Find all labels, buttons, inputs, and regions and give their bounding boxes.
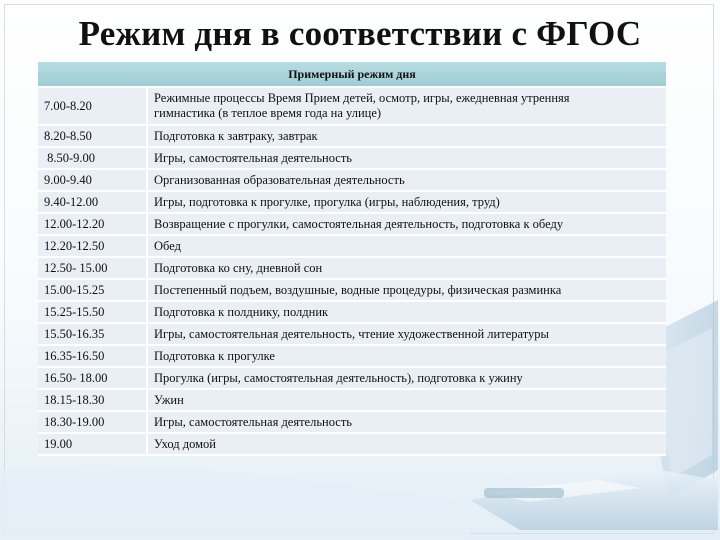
- table-row: [38, 280, 666, 302]
- schedule-table: [38, 62, 666, 456]
- activity-cell: Подготовка к завтраку, завтрак: [148, 126, 666, 148]
- table-row: [38, 346, 666, 368]
- schedule-table-container: [38, 62, 666, 456]
- table-header: Примерный режим дня: [38, 62, 666, 88]
- table-row: [38, 126, 666, 148]
- activity-cell: Постепенный подъем, воздушные, водные процедуры, физическая разминка: [148, 280, 666, 302]
- time-cell: 19.00: [38, 434, 148, 456]
- table-row: [38, 434, 666, 456]
- table-row: [38, 236, 666, 258]
- time-cell: 12.20-12.50: [38, 236, 148, 258]
- table-row: [38, 368, 666, 390]
- time-cell: 15.50-16.35: [38, 324, 148, 346]
- table-row: [38, 192, 666, 214]
- table-row: [38, 148, 666, 170]
- table-row: [38, 214, 666, 236]
- activity-cell: Режимные процессы Время Прием детей, осмотр, игры, ежедневная утренняя гимнастика (в теплое время года на улице): [148, 88, 666, 126]
- time-cell: 15.25-15.50: [38, 302, 148, 324]
- table-row: [38, 170, 666, 192]
- activity-cell: Организованная образовательная деятельность: [148, 170, 666, 192]
- table-row: [38, 302, 666, 324]
- time-cell: 18.30-19.00: [38, 412, 148, 434]
- time-cell: 12.00-12.20: [38, 214, 148, 236]
- time-cell: 18.15-18.30: [38, 390, 148, 412]
- activity-cell: Игры, самостоятельная деятельность: [148, 412, 666, 434]
- table-row: [38, 258, 666, 280]
- activity-cell: Уход домой: [148, 434, 666, 456]
- activity-cell: Подготовка ко сну, дневной сон: [148, 258, 666, 280]
- activity-cell: Подготовка к прогулке: [148, 346, 666, 368]
- time-cell: 16.50- 18.00: [38, 368, 148, 390]
- table-row: [38, 412, 666, 434]
- activity-cell: Прогулка (игры, самостоятельная деятельность), подготовка к ужину: [148, 368, 666, 390]
- activity-cell: Обед: [148, 236, 666, 258]
- activity-cell: Игры, самостоятельная деятельность, чтение художественной литературы: [148, 324, 666, 346]
- activity-cell: Подготовка к полднику, полдник: [148, 302, 666, 324]
- time-cell: 15.00-15.25: [38, 280, 148, 302]
- time-cell: 9.40-12.00: [38, 192, 148, 214]
- time-cell: 8.50-9.00: [38, 148, 148, 170]
- table-row: [38, 88, 666, 126]
- time-cell: 16.35-16.50: [38, 346, 148, 368]
- page-title: Режим дня в соответствии с ФГОС: [78, 14, 642, 53]
- activity-cell: Игры, подготовка к прогулке, прогулка (игры, наблюдения, труд): [148, 192, 666, 214]
- table-row: [38, 324, 666, 346]
- activity-cell: Ужин: [148, 390, 666, 412]
- time-cell: 9.00-9.40: [38, 170, 148, 192]
- time-cell: 7.00-8.20: [38, 88, 148, 126]
- time-cell: 8.20-8.50: [38, 126, 148, 148]
- activity-cell: Возвращение с прогулки, самостоятельная деятельность, подготовка к обеду: [148, 214, 666, 236]
- table-row: [38, 390, 666, 412]
- time-cell: 12.50- 15.00: [38, 258, 148, 280]
- activity-cell: Игры, самостоятельная деятельность: [148, 148, 666, 170]
